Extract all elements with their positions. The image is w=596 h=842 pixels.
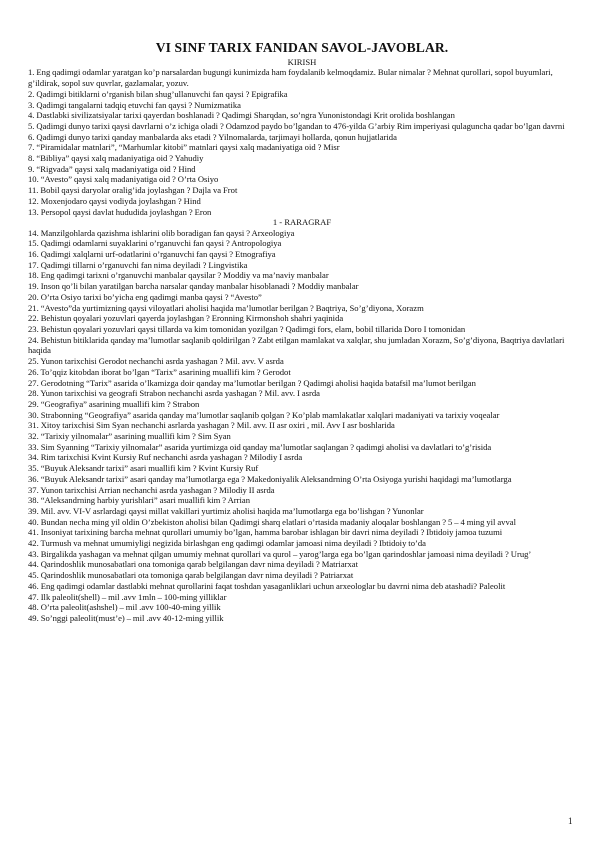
question-item: 45. Qarindoshlik munosabatlari ota tomoniga qarab belgilangan davr nima deyiladi ? Patriarxat <box>28 570 354 581</box>
question-item: 13. Persopol qaysi davlat hududida joylashgan ? Eron <box>28 206 212 217</box>
question-item: 47. Ilk paleolit(shell) – mil .avv 1mln – 100-ming yilliklar <box>28 591 227 602</box>
question-item: 12. Moxenjodaro qaysi vodiyda joylashgan ? Hind <box>28 195 201 206</box>
question-item: 31. Xitoy tarixchisi Sim Syan nechanchi asrlarda yashagan ? Mil. avv. II asr oxiri , mil. Avv I asr boshlarida <box>28 420 395 431</box>
question-item: 2. Qadimgi bitiklarni o’rganish bilan shug’ullanuvchi fan qaysi ? Epigrafika <box>28 88 288 99</box>
question-item: 28. Yunon tarixchisi va geografi Strabon nechanchi asrda yashagan ? Mil. avv. I asrda <box>28 388 320 399</box>
question-item: 7. “Piramidalar matnlari”, “Marhumlar kitobi” matnlari qaysi xalq madaniyatiga oid ? Misr <box>28 142 340 153</box>
question-item: 9. “Rigvada” qaysi xalq madaniyatiga oid ? Hind <box>28 163 196 174</box>
question-item: 27. Gerodotning “Tarix” asarida o’lkamizga doir qanday ma’lumotlar berilgan ? Qadimgi aholisi haqida batafsil ma’lumot berilgan <box>28 377 476 388</box>
question-item: 6. Qadimgi dunyo tarixi qanday manbalarda aks etadi ? Yilnomalarda, tarjimayi hollarda, qonun hujjatlarida <box>28 131 397 142</box>
question-item: 42. Turmush va mehnat umumiyligi negizida birlashgan eng qadimgi odamlar jamoasi nima deyiladi ? Ibtidoiy to’da <box>28 538 426 549</box>
section-heading: KIRISH <box>287 57 317 67</box>
question-item: 43. Birgalikda yashagan va mehnat qilgan umumiy mehnat qurollari va qurol – yarog’larga ega bo’lgan qarindoshlar jamoasi nima deyiladi ? Urug’ <box>28 548 532 559</box>
question-item: 14. Manzilgohlarda qazishma ishlarini olib boradigan fan qaysi ? Arxeologiya <box>28 227 295 238</box>
question-item: 4. Dastlabki sivilizatsiyalar tarixi qayerdan boshlanadi ? Qadimgi Sharqdan, so’ngra Yunonistondagi Krit orolida boshlangan <box>28 110 455 121</box>
document-sections <box>28 57 576 624</box>
question-item: 46. Eng qadimgi odamlar dastlabki mehnat qurollarini faqat toshdan yasaganliklari uchun arxeologlar bu davrni nima deb atashadi? Paleolit <box>28 580 506 591</box>
question-item: 11. Bobil qaysi daryolar oralig’ida joylashgan ? Dajla va Frot <box>28 185 238 196</box>
question-item: 35. “Buyuk Aleksandr tarixi” asari muallifi kim ? Kvint Kursiy Ruf <box>28 463 259 474</box>
question-item: 34. Rim tarixchisi Kvint Kursiy Ruf nechanchi asrda yashagan ? Milodiy I asrda <box>28 452 303 463</box>
question-item: 29. “Geografiya” asarining muallifi kim ? Strabon <box>28 398 200 409</box>
document-content <box>28 40 576 624</box>
question-item: 15. Qadimgi odamlarni suyaklarini o’rganuvchi fan qaysi ? Antropologiya <box>28 238 282 249</box>
question-item: 23. Behistun qoyalari yozuvlari qaysi tillarda va kim tomonidan yozilgan ? Qadimgi fors, elam, bobil tillarida Doro I tomonidan <box>28 323 466 334</box>
question-item: 20. O’rta Osiyo tarixi bo’yicha eng qadimgi manba qaysi ? “Avesto” <box>28 291 262 302</box>
question-item: 8. “Bibliya” qaysi xalq madaniyatiga oid ? Yahudiy <box>28 153 204 164</box>
question-item: 48. O’rta paleolit(ashshel) – mil .avv 100-40-ming yillik <box>28 602 221 613</box>
question-item: 18. Eng qadimgi tarixni o’rganuvchi manbalar qaysilar ? Moddiy va ma’naviy manbalar <box>28 270 329 281</box>
question-item: 3. Qadimgi tangalarni tadqiq etuvchi fan qaysi ? Numizmatika <box>28 99 241 110</box>
question-item: 21. “Avesto”da yurtimizning qaysi viloyatlari aholisi haqida ma’lumotlar berilgan ? Baqtriya, So’g’diyona, Xorazm <box>28 302 424 313</box>
question-item: 22. Behistun qoyalari yozuvlari qayerda joylashgan ? Eronning Kirmonshoh shahri yaqinida <box>28 313 344 324</box>
question-item: 25. Yunon tarixchisi Gerodot nechanchi asrda yashagan ? Mil. avv. V asrda <box>28 356 284 367</box>
question-item: 36. “Buyuk Aleksandr tarixi” asari qanday ma’lumotlarga ega ? Makedoniyalik Aleksandrning O’rta Osiyoga yurishi haqidagi ma’lumotlarga <box>28 473 512 484</box>
section-heading: 1 - RARAGRAF <box>272 217 332 228</box>
question-item: 17. Qadimgi tillarni o’rganuvchi fan nima deyiladi ? Lingvistika <box>28 259 248 270</box>
question-item: 24. Behistun bitiklarida qanday ma’lumotlar saqlanib qoldirilgan ? Zabt etilgan mamlakat va xalqlar, shu jumladan Xorazm, So’g’diyona, Baqtriya davlatlari haqida <box>28 334 565 356</box>
question-item: 26. To’qqiz kitobdan iborat bo’lgan “Tarix” asarining muallifi kim ? Gerodot <box>28 366 291 377</box>
question-item: 30. Strabonning “Geografiya” asarida qanday ma’lumotlar saqlanib qolgan ? Ko’plab mamlakatlar xalqlari madaniyati va tarixiy voqealar <box>28 409 500 420</box>
question-item: 39. Mil. avv. VI-V asrlardagi qaysi millat vakillari yurtimiz aholisi haqida ma’lumotlarga ega bo’lishgan ? Yunonlar <box>28 505 424 516</box>
question-item: 49. So’nggi paleolit(must’e) – mil .avv 40-12-ming yillik <box>28 612 224 623</box>
question-item: 40. Bundan necha ming yil oldin O’zbekiston aholisi bilan Qadimgi sharq elatlari o’rtasida madaniy aloqalar boshlangan ? 5 – 4 ming yil avval <box>28 516 516 527</box>
question-item: 32. “Tarixiy yilnomalar” asarining muallifi kim ? Sim Syan <box>28 431 231 442</box>
question-item: 41. Insoniyat tarixining barcha mehnat qurollari umumiy bo’lgan, hamma barobar ishlagan bir davri nima deyiladi ? Ibtidoiy jamoa tuzumi <box>28 527 503 538</box>
question-item: 37. Yunon tarixchisi Arrian nechanchi asrda yashagan ? Milodiy II asrda <box>28 484 275 495</box>
question-item: 1. Eng qadimgi odamlar yaratgan ko’p narsalardan bugungi kunimizda ham foydalanib kelmoqdamiz. Bular nimalar ? Mehnat qurollari, sopol buyumlari, g’ildirak, sopol suv quvrlar, gazlamalar, yozuv. <box>28 67 553 89</box>
question-item: 5. Qadimgi dunyo tarixi qaysi davrlarni o’z ichiga oladi ? Odamzod paydo bo’lgandan to 476-yilda G’arbiy Rim imperiyasi qulaguncha qadar bo’lgan davrni <box>28 120 565 131</box>
question-item: 19. Inson qo’li bilan yaratilgan barcha narsalar qanday manbalar hisoblanadi ? Moddiy manbalar <box>28 281 359 292</box>
page-number: 1 <box>568 816 573 826</box>
question-item: 10. “Avesto” qaysi xalq madaniyatiga oid ? O’rta Osiyo <box>28 174 219 185</box>
question-item: 38. “Aleksandrning harbiy yurishlari” asari muallifi kim ? Arrian <box>28 495 251 506</box>
question-item: 16. Qadimgi xalqlarni urf-odatlarini o’rganuvchi fan qaysi ? Etnografiya <box>28 249 276 260</box>
question-item: 44. Qarindoshlik munosabatlari ona tomoniga qarab belgilangan davr nima deyiladi ? Matriarxat <box>28 559 358 570</box>
document-title: VI SINF TARIX FANIDAN SAVOL-JAVOBLAR. <box>155 40 449 55</box>
question-item: 33. Sim Syanning “Tarixiy yilnomalar” asarida yurtimizga oid qanday ma’lumotlar saqlangan ? qadimgi aholisi va davlatlari to’g’risida <box>28 441 492 452</box>
